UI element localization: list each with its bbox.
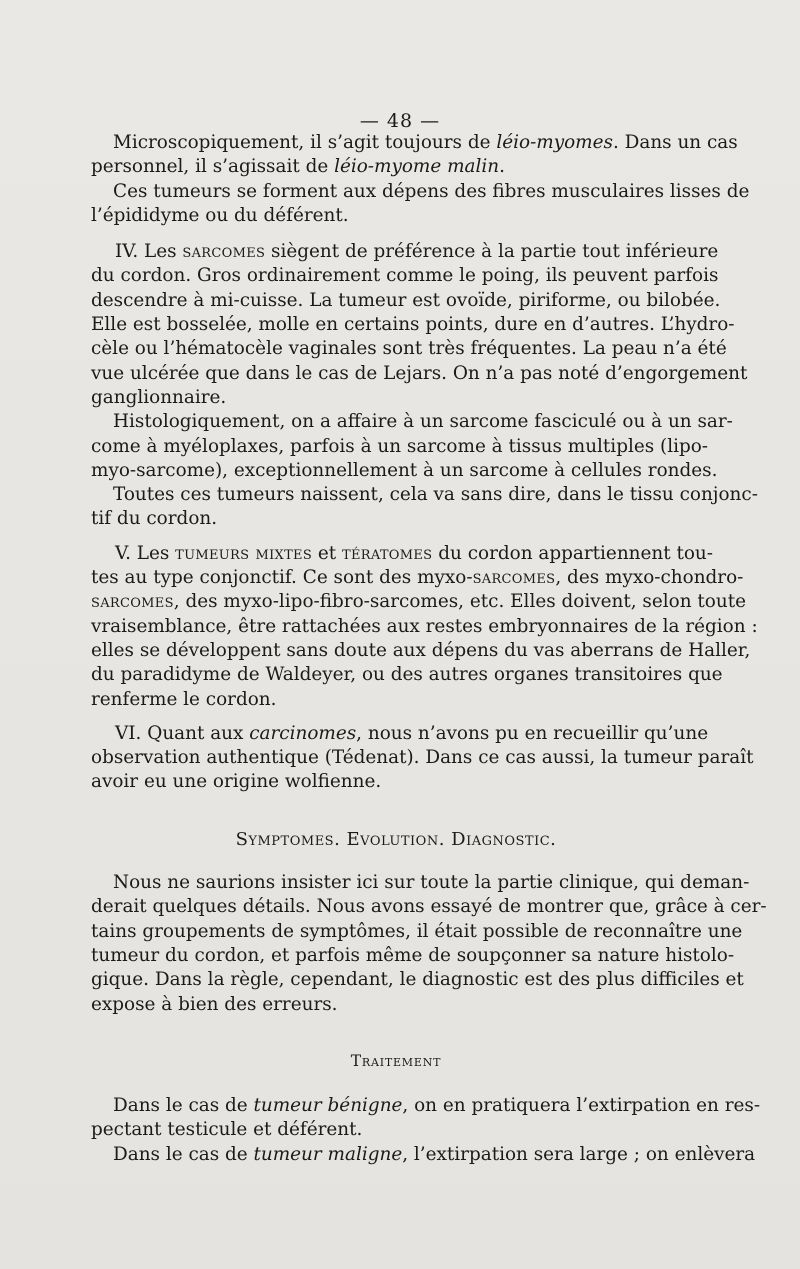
- text-line: tains groupements de symptômes, il était possible de reconnaître une: [91, 920, 743, 942]
- text-line: observation authentique (Tédenat). Dans ce cas aussi, la tumeur paraît: [91, 747, 754, 769]
- text-line: elles se développent sans doute aux dépens du vas aberrans de Haller,: [91, 639, 751, 661]
- text-line: Toutes ces tumeurs naissent, cela va sans dire, dans le tissu conjonc-: [113, 484, 758, 506]
- page-number: — 48 —: [359, 110, 441, 132]
- text-line: descendre à mi-cuisse. La tumeur est ovoïde, piriforme, ou bilobée.: [91, 289, 721, 311]
- text-line: Ces tumeurs se forment aux dépens des fibres musculaires lisses de: [113, 180, 750, 202]
- text-line: avoir eu une origine wolfienne.: [91, 771, 382, 793]
- text-line: VI. Quant aux carcinomes, nous n’avons pu en recueillir qu’une: [115, 722, 709, 744]
- text-line: du cordon. Gros ordinairement comme le poing, ils peuvent parfois: [91, 265, 719, 287]
- text-line: Microscopiquement, il s’agit toujours de léio-myomes. Dans un cas: [113, 132, 738, 153]
- text-line: pectant testicule et déférent.: [91, 1119, 363, 1141]
- text-line: V. Les tumeurs mixtes et tératomes du cordon appartiennent tou-: [115, 542, 713, 564]
- text-line: cèle ou l’hématocèle vaginales sont très fréquentes. La peau n’a été: [91, 338, 727, 360]
- text-line: vue ulcérée que dans le cas de Lejars. On n’a pas noté d’engorgement: [91, 362, 748, 384]
- section-heading: Traitement: [350, 1051, 442, 1070]
- text-line: Nous ne saurions insister ici sur toute la partie clinique, qui deman-: [113, 872, 750, 894]
- text-line: sarcomes, des myxo-lipo-fibro-sarcomes, etc. Elles doivent, selon toute: [91, 591, 746, 613]
- text-line: gique. Dans la règle, cependant, le diagnostic est des plus difficiles et: [91, 969, 744, 991]
- text-line: Dans le cas de tumeur bénigne, on en pratiquera l’extirpation en res-: [113, 1095, 761, 1117]
- page-body: [91, 131, 767, 1167]
- text-line: expose à bien des erreurs.: [91, 993, 338, 1015]
- text-line: derait quelques détails. Nous avons essayé de montrer que, grâce à cer-: [91, 896, 767, 918]
- text-line: vraisemblance, être rattachées aux restes embryonnaires de la région :: [91, 615, 758, 637]
- text-line: renferme le cordon.: [91, 688, 277, 710]
- text-line: du paradidyme de Waldeyer, ou des autres organes transitoires que: [91, 664, 723, 686]
- text-line: tif du cordon.: [91, 508, 218, 530]
- text-line: IV. Les sarcomes siègent de préférence à la partie tout inférieure: [115, 241, 719, 263]
- text-line: tes au type conjonctif. Ce sont des myxo-sarcomes, des myxo-chondro-: [91, 567, 744, 589]
- text-line: tumeur du cordon, et parfois même de soupçonner sa nature histolo-: [91, 944, 735, 966]
- text-line: come à myéloplaxes, parfois à un sarcome à tissus multiples (lipo-: [91, 435, 709, 457]
- section-heading: Symptomes. Evolution. Diagnostic.: [235, 828, 557, 850]
- text-line: l’épididyme ou du déférent.: [91, 204, 349, 226]
- text-line: personnel, il s’agissait de léio-myome malin.: [91, 156, 505, 178]
- text-line: Histologiquement, on a affaire à un sarcome fasciculé ou à un sar-: [113, 411, 733, 433]
- text-line: myo-sarcome), exceptionnellement à un sarcome à cellules rondes.: [91, 459, 718, 481]
- text-line: Elle est bosselée, molle en certains points, dure en d’autres. L’hydro-: [91, 314, 735, 336]
- text-line: ganglionnaire.: [91, 386, 227, 408]
- text-line: Dans le cas de tumeur maligne, l’extirpation sera large ; on enlèvera: [113, 1143, 756, 1165]
